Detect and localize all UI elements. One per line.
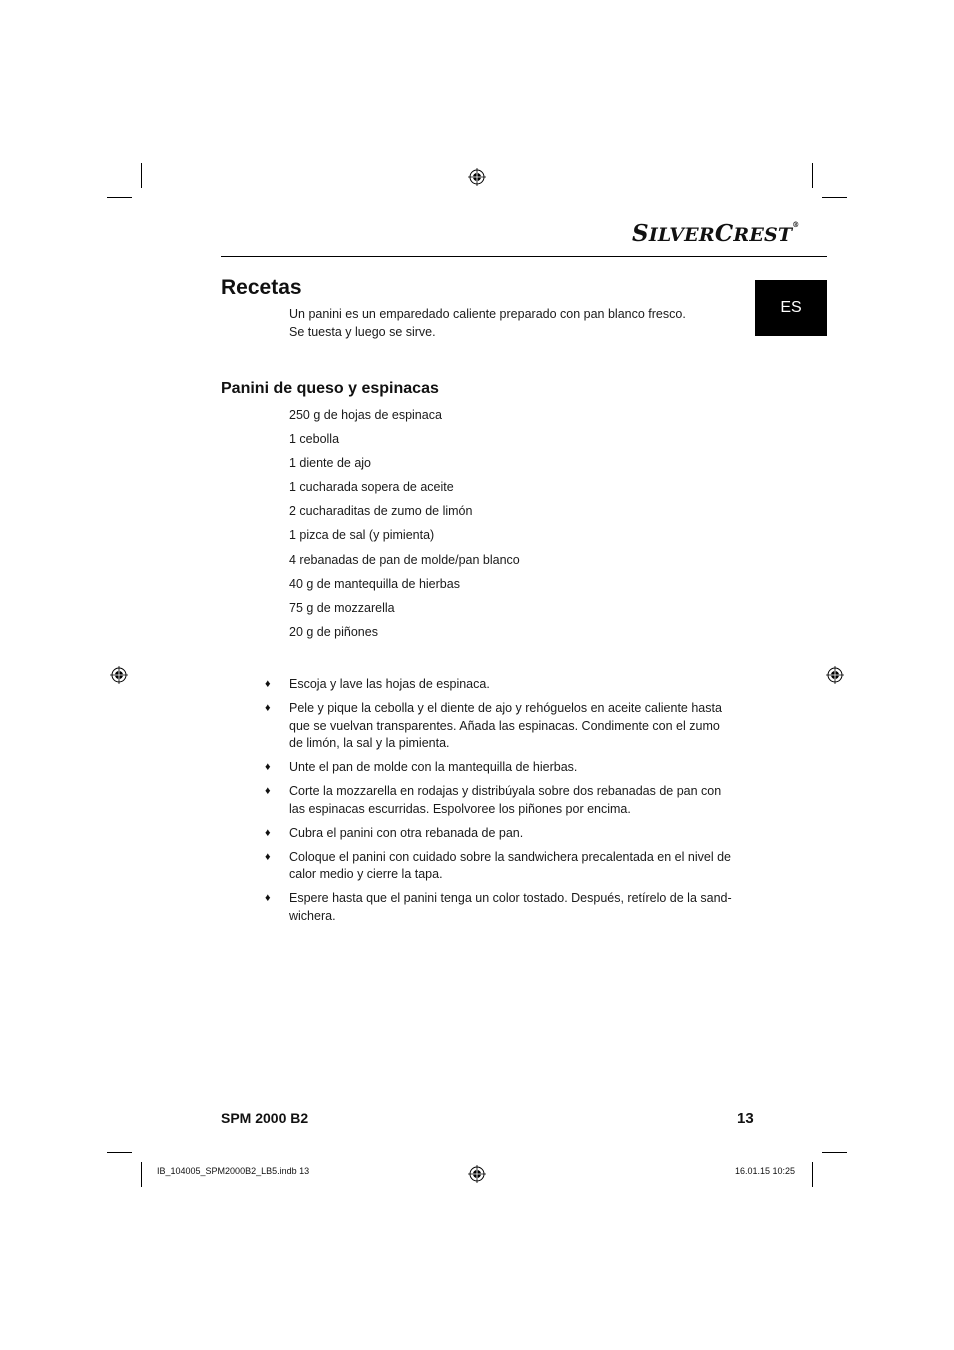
step-item <box>265 890 735 925</box>
registration-mark-icon <box>468 168 486 186</box>
header-rule <box>221 256 827 257</box>
ingredient-item: 40 g de mantequilla de hierbas <box>289 576 460 591</box>
model-number: SPM 2000 B2 <box>221 1110 309 1126</box>
step-text: Pele y pique la cebolla y el diente de ajo y rehóguelos en aceite caliente hasta que se vuelvan transparentes. Añada las espinacas. Condimente con el zumo de limón, la sal y la pimienta. <box>289 701 722 750</box>
intro-text <box>289 306 729 341</box>
language-tab <box>755 280 827 336</box>
diamond-bullet-icon: ♦ <box>265 761 271 773</box>
print-slug-file: IB_104005_SPM2000B2_LB5.indb 13 <box>157 1166 310 1176</box>
diamond-bullet-icon: ♦ <box>265 785 271 797</box>
ingredient-item: 1 diente de ajo <box>289 456 372 471</box>
step-item <box>265 700 735 753</box>
crop-mark <box>822 197 847 198</box>
crop-mark <box>107 197 132 198</box>
step-text: Espere hasta que el panini tenga un color tostado. Después, retírelo de la sand-wichera. <box>289 891 732 923</box>
step-item <box>265 783 735 818</box>
crop-mark <box>141 163 142 188</box>
crop-mark <box>822 1152 847 1153</box>
step-text: Corte la mozzarella en rodajas y distribúyala sobre dos rebanadas de pan con las espinacas escurridas. Espolvoree los piñones por encima. <box>289 784 722 816</box>
diamond-bullet-icon: ♦ <box>265 826 271 839</box>
intro-line: Un panini es un emparedado caliente preparado con pan blanco fresco. <box>289 307 686 321</box>
crop-mark <box>107 1152 132 1153</box>
ingredient-item: 75 g de mozzarella <box>289 600 395 615</box>
registration-mark-icon <box>110 666 128 684</box>
crop-mark <box>812 1162 813 1187</box>
step-item <box>265 676 735 694</box>
ingredient-item: 20 g de piñones <box>289 624 378 639</box>
ingredient-item: 1 cebolla <box>289 432 340 447</box>
diamond-bullet-icon: ♦ <box>265 702 271 714</box>
ingredient-item: 250 g de hojas de espinaca <box>289 408 442 422</box>
step-text: Coloque el panini con cuidado sobre la sandwichera precalentada en el nivel de calor medio y cierre la tapa. <box>289 849 731 881</box>
registration-mark-icon <box>826 666 844 684</box>
intro-line: Se tuesta y luego se sirve. <box>289 324 436 339</box>
registration-mark-icon <box>468 1165 486 1183</box>
step-item <box>265 849 735 884</box>
page-number: 13 <box>737 1110 754 1127</box>
language-tab-notch <box>765 279 807 280</box>
recipe-title: Panini de queso y espinacas <box>221 380 439 397</box>
diamond-bullet-icon: ♦ <box>265 892 271 904</box>
ingredient-item: 1 cucharada sopera de aceite <box>289 480 454 495</box>
language-tab-label: ES <box>780 299 802 316</box>
silvercrest-logo: SILVERCREST® <box>632 220 800 247</box>
step-text: Cubra el panini con otra rebanada de pan. <box>289 825 524 840</box>
ingredient-item: 1 pizca de sal (y pimienta) <box>289 528 435 543</box>
print-slug-date: 16.01.15 10:25 <box>735 1166 796 1176</box>
page-title: Recetas <box>221 276 302 299</box>
diamond-bullet-icon: ♦ <box>265 678 271 690</box>
step-text: Unte el pan de molde con la mantequilla de hierbas. <box>289 760 578 774</box>
step-text: Escoja y lave las hojas de espinaca. <box>289 677 490 691</box>
ingredient-item: 2 cucharaditas de zumo de limón <box>289 504 473 519</box>
step-item <box>265 825 735 843</box>
ingredient-list <box>289 407 520 648</box>
crop-mark <box>141 1162 142 1187</box>
step-list <box>265 676 735 932</box>
step-item <box>265 759 735 777</box>
diamond-bullet-icon: ♦ <box>265 850 271 863</box>
crop-mark <box>812 163 813 188</box>
ingredient-item: 4 rebanadas de pan de molde/pan blanco <box>289 552 520 567</box>
